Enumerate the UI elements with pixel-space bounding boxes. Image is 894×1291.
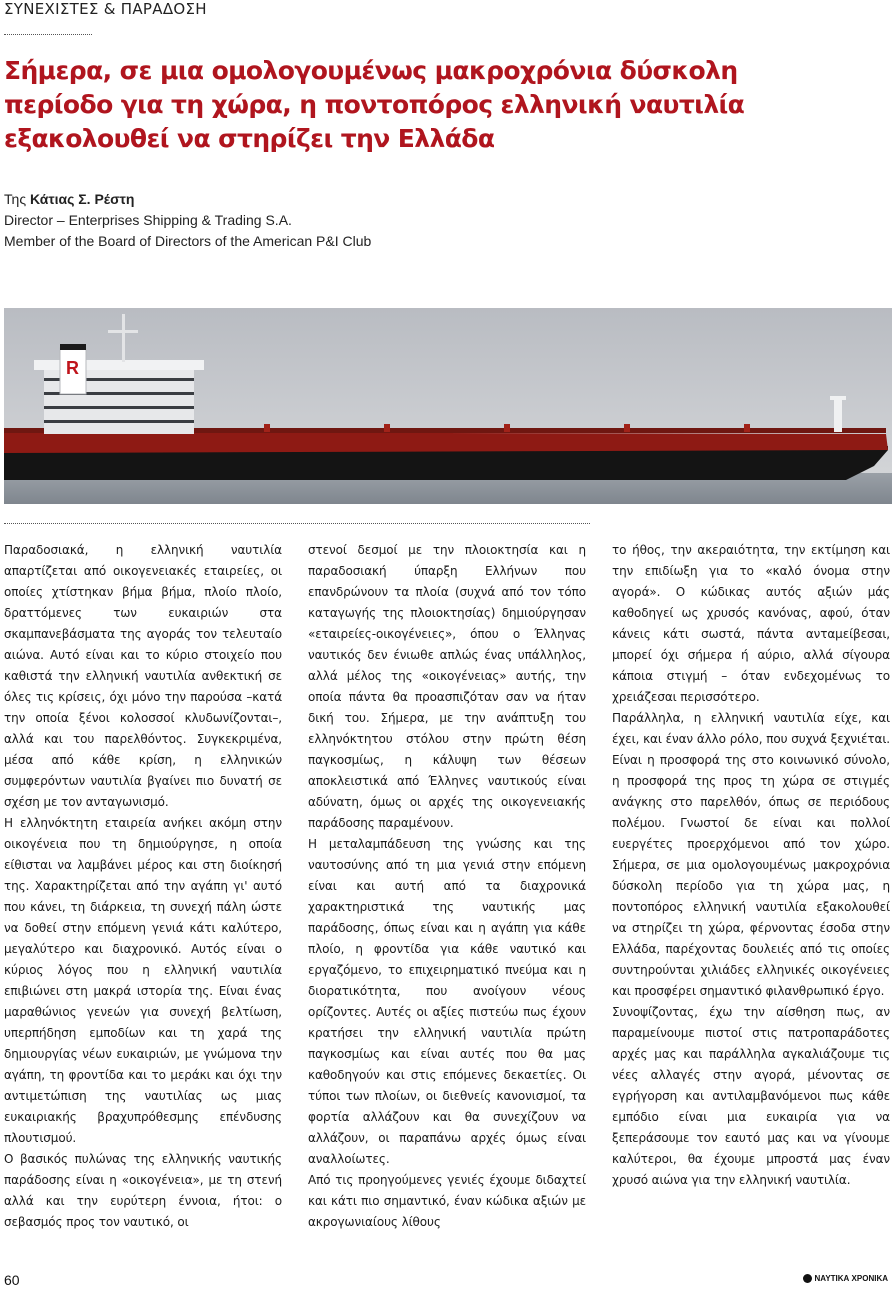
article-divider — [4, 523, 590, 524]
headline-line: περίοδο για τη χώρα, η ποντοπόρος ελληνική ναυτιλία — [4, 90, 745, 119]
bow-mast-top — [830, 396, 846, 400]
paragraph: Παραδοσιακά, η ελληνική ναυτιλία απαρτίζεται από οικογενειακές εταιρείες, οι οποίες χτίστηκαν βήμα βήμα, πλοίο πλοίο, δραττόμενες των ευκαιριών στα σκαμπανεβάσματα της αγοράς τον τελευταίο αιώνα. Αυτό είναι και το κύριο στοιχείο που καθιστά την ελληνική ναυτιλία ανθεκτική σε όλες τις κρίσεις, όχι μόνο την παρούσα –κατά την οποία ξένοι κολοσσοί κλυδωνίζονται–, αλλά και του παρελθόντος. Συγκεκριμένα, μέσα από κάθε κρίση, η ελληνικών συμφερόντων ναυτιλία βγαίνει πιο δυνατή σε σχέση με τον ανταγωνισμό. — [4, 543, 282, 809]
paragraph: Ο βασικός πυλώνας της ελληνικής ναυτικής παράδοσης είναι η «οικογένεια», με τη στενή αλλά και την ευρύτερη έννοια, ήτοι: ο σεβασμός προς τον ναυτικό, οι — [4, 1152, 282, 1229]
paragraph: Από τις προηγούμενες γενιές έχουμε διδαχτεί και κάτι πιο σημαντικό, έναν κώδικα αξιών με ακρογωνιαίους λίθους — [308, 1173, 586, 1229]
paragraph: Η μεταλαμπάδευση της γνώσης και της ναυτοσύνης από τη μια γενιά στην επόμενη είναι και αυτή από τα διαχρονικά χαρακτηριστικά της ναυτικής μας παράδοσης, όπως είναι και η αγάπη για κάθε πλοίο, η φροντίδα για κάθε ναυτικό και εργαζόμενο, το επιχειρηματικό πνεύμα και η διορατικότητα, που ανοίγουν νέους ορίζοντες. Αυτές οι αξίες πιστεύω πως έχουν κρατήσει την ελληνική ναυτιλία πρώτη παγκοσμίως και είναι αυτές που θα μας καθοδηγούν και στις επόμενες δεκαετίες. Οι τύποι των πλοίων, οι διεθνείς κανονισμοί, τα φορτία αλλάζουν και θα συνεχίζουν να αλλάζουν, οι παραπάνω αρχές όμως είναι αναλλοίωτες. — [308, 837, 586, 1166]
author-role: Director – Enterprises Shipping & Trading S.A. — [4, 212, 292, 228]
paragraph: στενοί δεσμοί με την πλοιοκτησία και η παραδοσιακή ύπαρξη Ελλήνων που επανδρώνουν τα πλοία (συχνά από τον τόπο καταγωγής της πλοιοκτησίας) δημιούργησαν «εταιρείες-οικογένειες», όπου ο Έλληνας ναυτικός δεν ένιωθε απλώς ένας υπάλληλος, αλλά μέλος της «οικογένειας» αυτής, την οποία πάντα θα προασπιζόταν σαν να ήταν δική του. Σήμερα, με την ανάπτυξη του ελληνόκτητου στόλου στην πρώτη θέση παγκοσμίως, η κάλυψη των θέσεων αποκλειστικά από Έλληνες ναυτικούς είναι αδύνατη, όμως οι αρχές της οικογενειακής παράδοσης παραμένουν. — [308, 543, 586, 830]
mast-arm — [108, 330, 138, 333]
author-affiliation: Member of the Board of Directors of the American P&I Club — [4, 233, 372, 249]
author-name: Κάτιας Σ. Ρέστη — [29, 191, 135, 207]
paragraph: Παράλληλα, η ελληνική ναυτιλία είχε, και έχει, και έναν άλλο ρόλο, που συχνά ξεχνιέται. Είναι η προσφορά της στο κοινωνικό σύνολο, η προσφορά της προς τη χώρα σε στιγμές ανάγκης στο παρελθόν, όπως σε περιόδους πολέμου. Γνωστοί δε είναι και πολλοί ευεργέτες προερχόμενοι από τον χώρο. Σήμερα, σε μια ομολογουμένως μακροχρόνια δύσκολη περίοδο για τη χώρα μας, η ποντοπόρος ελληνική ναυτιλία εξακολουθεί να στηρίζει τη χώρα, φέρνοντας έσοδα στην Ελλάδα, παρέχοντας δουλειές από τις οποίες συντηρούνται χιλιάδες ελληνικές οικογένειες και προσφέρει σημαντικό φιλανθρωπικό έργο. — [612, 711, 890, 998]
section-label: ΣΥΝΕΧΙΣΤΕΣ & ΠΑΡΑΔΟΣΗ — [4, 0, 207, 18]
publication-brand — [803, 1274, 889, 1283]
ship-deck — [4, 432, 888, 453]
text-column-1 — [4, 540, 282, 1233]
author-line — [4, 189, 604, 210]
byline-prefix: Της — [4, 191, 27, 207]
headline-line: Σήμερα, σε μια ομολογουμένως μακροχρόνια δύσκολη — [4, 56, 738, 85]
mast — [122, 314, 125, 362]
ship-photo — [4, 308, 892, 504]
article-headline — [4, 54, 884, 156]
bow-mast — [834, 398, 842, 432]
headline-line: εξακολουθεί να στηρίζει την Ελλάδα — [4, 124, 495, 153]
section-divider — [4, 34, 92, 35]
paragraph: το ήθος, την ακεραιότητα, την εκτίμηση και την επιδίωξη για το «καλό όνομα στην αγορά». Ο κώδικας αυτός αξιών μάς καθοδηγεί ως χρυσός κανόνας, αφού, όταν κάνεις κάτι σωστά, πάντα ανταμείβεσαι, μπορεί όχι σήμερα ή αύριο, αλλά σίγουρα κάποια στιγμή – όταν ενδεχομένως το χρειάζεσαι περισσότερο. — [612, 543, 890, 704]
funnel-logo: R — [66, 358, 79, 378]
byline — [4, 189, 604, 252]
text-column-3 — [612, 540, 890, 1191]
paragraph: Η ελληνόκτητη εταιρεία ανήκει ακόμη στην οικογένεια που τη δημιούργησε, η οποία είθισται να λαμβάνει μέρος και στη διοίκησή της. Χαρακτηρίζεται από την αγάπη γι' αυτό που κάνει, τη διάρκεια, τη συνεχή πάλη ώστε να δοθεί στην επόμενη γενιά κάτι καλύτερο, μεγαλύτερο και διαχρονικό. Αυτός είναι ο κύριος λόγος που η ελληνική ναυτιλία επιβιώνει στη μακρά ιστορία της. Είναι ένας μαραθώνιος γενεών για συνεχή βελτίωση, υπερπήδηση εμποδίων και τη χαρά της δημιουργίας νέων ευκαιριών, με γνώμονα την αγάπη, τη φροντίδα και το μεράκι και όχι την αντιμετώπιση της ναυτιλίας ως μιας ευκαιριακής βραχυπρόθεσμης επένδυσης πλουτισμού. — [4, 816, 282, 1145]
brand-logo-icon — [803, 1274, 812, 1283]
paragraph: Συνοψίζοντας, έχω την αίσθηση πως, αν παραμείνουμε πιστοί στις πατροπαράδοτες αρχές μας και παράλληλα αγκαλιάζουμε τις νέες αλλαγές στην αγορά, μένοντας σε εγρήγορση και αντιλαμβανόμενοι πως κάθε εμπόδιο είναι μια ευκαιρία για να ξεπεράσουμε τον εαυτό μας και να γίνουμε καλύτεροι, θα έχουμε μπροστά μας έναν χρυσό αιώνα για την ελληνική ναυτιλία. — [612, 1005, 890, 1187]
funnel-top — [60, 344, 86, 350]
brand-name: ΝΑΥΤΙΚΑ ΧΡΟΝΙΚΑ — [814, 1274, 888, 1283]
page-number: 60 — [4, 1272, 20, 1288]
text-column-2 — [308, 540, 586, 1233]
